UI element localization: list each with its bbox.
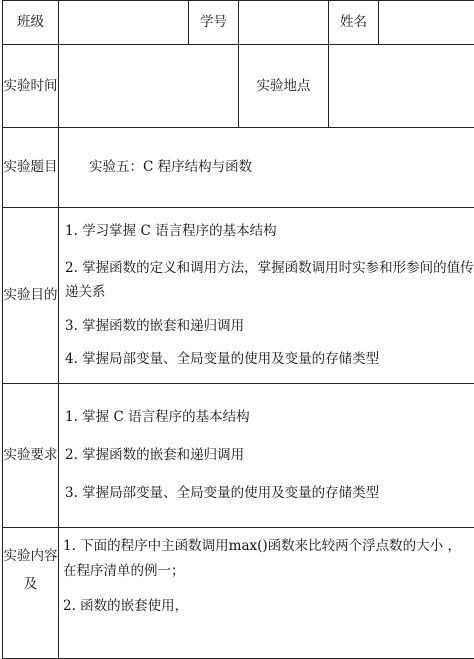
requirement-item: 3. 掌握局部变量、全局变量的使用及变量的存储类型 bbox=[59, 475, 474, 513]
objectives-row bbox=[3, 208, 474, 384]
name-value-cell[interactable] bbox=[379, 1, 474, 45]
requirements-row bbox=[3, 384, 474, 528]
objective-item: 2. 掌握函数的定义和调用方法，掌握函数调用时实参和形参间的值传递关系 bbox=[59, 248, 474, 310]
class-label: 班级 bbox=[3, 1, 59, 45]
experiment-objectives-label: 实验目的 bbox=[3, 208, 59, 384]
class-value-cell[interactable] bbox=[59, 1, 189, 45]
content-row bbox=[3, 528, 474, 659]
student-id-label: 学号 bbox=[189, 1, 239, 45]
requirement-item: 1. 掌握 C 语言程序的基本结构 bbox=[59, 399, 474, 437]
requirements-list bbox=[59, 384, 474, 528]
time-location-row bbox=[3, 45, 474, 128]
student-id-value-cell[interactable] bbox=[239, 1, 329, 45]
objective-item: 4. 掌握局部变量、全局变量的使用及变量的存储类型 bbox=[59, 343, 474, 376]
experiment-title-value: 实验五：C 程序结构与函数 bbox=[59, 159, 252, 175]
content-item: 2. 函数的嵌套使用， bbox=[59, 584, 474, 619]
objective-item: 3. 掌握函数的嵌套和递归调用 bbox=[59, 310, 474, 343]
experiment-location-value-cell[interactable] bbox=[329, 45, 474, 128]
experiment-time-label: 实验时间 bbox=[3, 45, 59, 128]
content-item: 1. 下面的程序中主函数调用max()函数来比较两个浮点数的大小 ，在程序清单的例一； bbox=[59, 534, 474, 584]
experiment-time-value-cell[interactable] bbox=[59, 45, 239, 128]
experiment-report-form bbox=[2, 0, 474, 659]
experiment-title-label: 实验题目 bbox=[3, 128, 59, 208]
experiment-content-label: 实验内容及 bbox=[3, 528, 59, 659]
content-list bbox=[59, 528, 474, 659]
name-label: 姓名 bbox=[329, 1, 379, 45]
objective-item: 1. 学习掌握 C 语言程序的基本结构 bbox=[59, 215, 474, 248]
header-row bbox=[3, 1, 474, 45]
title-row bbox=[3, 128, 474, 208]
experiment-location-label: 实验地点 bbox=[239, 45, 329, 128]
objectives-list bbox=[59, 208, 474, 384]
experiment-requirements-label: 实验要求 bbox=[3, 384, 59, 528]
requirement-item: 2. 掌握函数的嵌套和递归调用 bbox=[59, 437, 474, 475]
experiment-title-cell bbox=[59, 128, 474, 208]
